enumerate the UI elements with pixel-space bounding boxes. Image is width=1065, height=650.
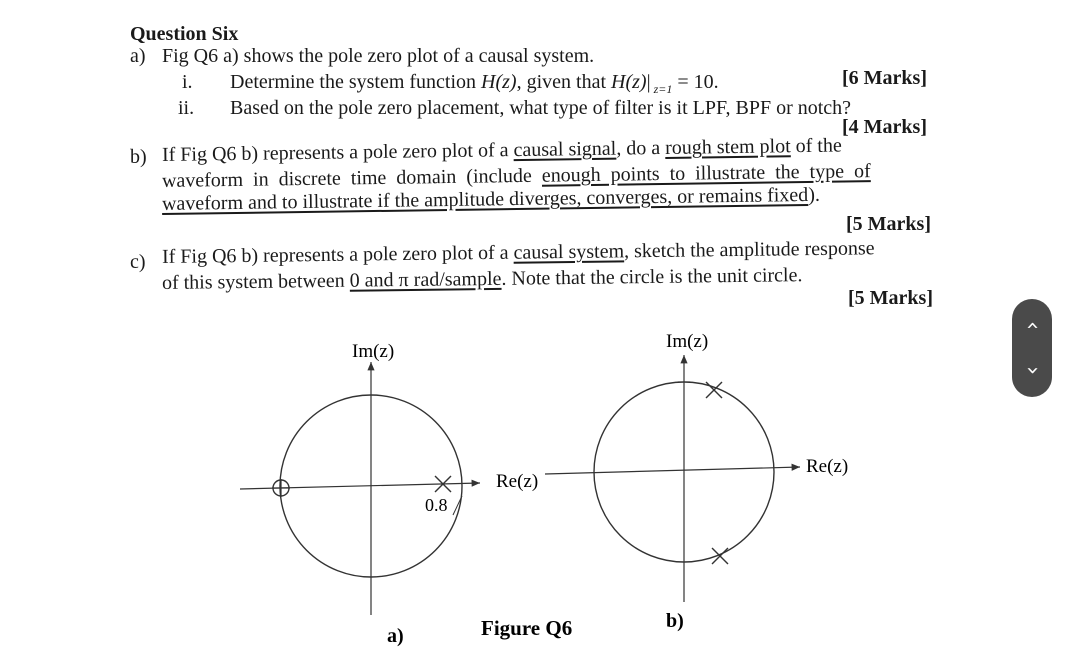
plot-b-imag-label: Im(z) (666, 331, 709, 352)
part-c-marks: [5 Marks] (848, 287, 933, 309)
plot-a-real-label: Re(z) (496, 471, 539, 492)
plot-a-pole-label: 0.8 (425, 495, 448, 515)
part-b-line-1: If Fig Q6 b) represents a pole zero plot of a causal signal, do a rough stem plot of the (161, 134, 842, 166)
part-a-i-number: i. (182, 71, 193, 93)
part-a-i-question: Determine the system function H(z), given that H(z)| $_{z=1}$ = 10. (230, 71, 719, 96)
next-page-button[interactable] (1012, 346, 1052, 395)
previous-page-button[interactable] (1012, 301, 1052, 350)
part-b-line-3: waveform and to illustrate if the amplitude diverges, converges, or remains fixed). (161, 183, 821, 215)
part-c-line-2: of this system between 0 and π rad/sample. Note that the circle is the unit circle. (161, 264, 803, 294)
part-a-i-marks: [6 Marks] (842, 67, 927, 89)
chevron-up-icon: ‹ (1019, 321, 1045, 330)
part-b-marks: [5 Marks] (846, 213, 931, 235)
part-a-intro: Fig Q6 a) shows the pole zero plot of a causal system. (162, 45, 595, 67)
part-b-line-2: waveform in discrete time domain (include enough points to illustrate the type of (161, 160, 871, 192)
pole-zero-plot-a (240, 341, 538, 647)
plot-a-sublabel: a) (387, 625, 404, 647)
plot-b-sublabel: b) (666, 610, 684, 632)
plot-b-real-label: Re(z) (806, 456, 849, 477)
part-a-label: a) (130, 45, 146, 67)
part-a-ii-question: Based on the pole zero placement, what type of filter is it LPF, BPF or notch? (230, 97, 852, 119)
chevron-down-icon: › (1019, 366, 1045, 375)
plot-b-real-axis (545, 467, 800, 474)
part-c-label: c) (130, 251, 146, 273)
plot-a-imag-label: Im(z) (352, 341, 395, 362)
part-a-ii-number: ii. (178, 97, 195, 119)
plot-a-zero-marker (272, 479, 290, 497)
page-nav-control (1012, 299, 1052, 397)
part-a-ii-marks: [4 Marks] (842, 116, 927, 138)
pole-zero-plot-b (545, 331, 848, 632)
figure-caption: Figure Q6 (481, 616, 573, 640)
part-c-line-1: If Fig Q6 b) represents a pole zero plot of a causal system, sketch the amplitude response (161, 237, 875, 268)
part-b-label: b) (130, 146, 147, 168)
question-heading: Question Six (130, 23, 239, 45)
